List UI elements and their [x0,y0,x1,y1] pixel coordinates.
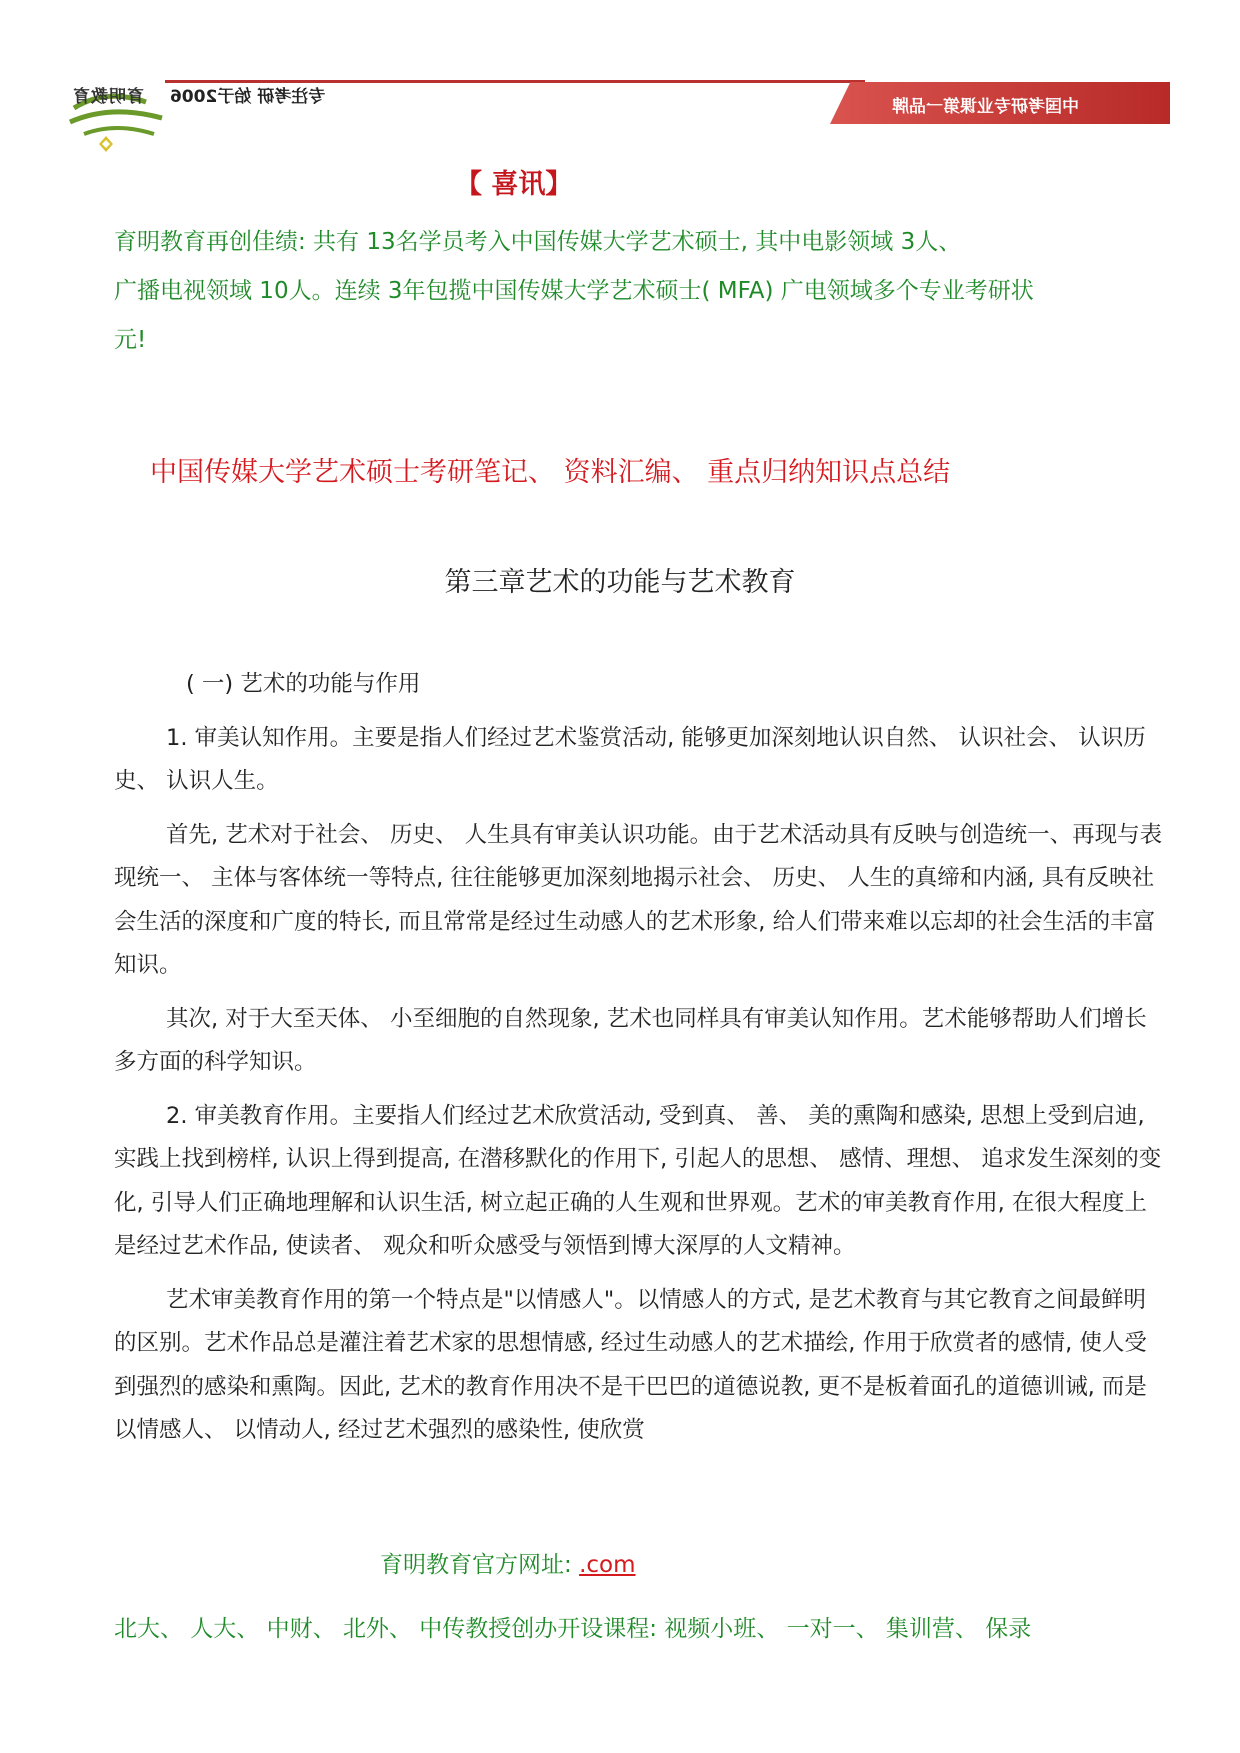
news-line: 育明教育再创佳绩: 共有 13名学员考入中国传媒大学艺术硕士, 其中电影领域 3人、 [114,229,962,255]
news-announcement [114,218,1124,365]
logo-text: 育明教育 [72,87,144,107]
section-heading: ( 一) 艺术的功能与作用 [186,671,421,697]
paragraph: 1. 审美认知作用。主要是指人们经过艺术鉴赏活动, 能够更加深刻地认识自然、 认识社会、 认识历史、 认识人生。 [114,724,1146,794]
footer-website [380,1546,636,1579]
news-line: 广播电视领域 10人。连续 3年包揽中国传媒大学艺术硕士( MFA) 广电领域多个专业考研状 [114,278,1034,304]
header-slogan-left: 专注考研 始于2006 [170,87,326,107]
paragraph: 2. 审美教育作用。主要指人们经过艺术欣赏活动, 受到真、 善、 美的熏陶和感染, 思想上受到启迪, 实践上找到榜样, 认识上得到提高, 在潜移默化的作用下, 引起人的思想、 感情、理想、 追求发生深刻的变化, 引导人们正确地理解和认识生活, 树立起正确的人生观和世界观。艺术的审美教育作用, 在很大程度上是经过艺术作品, 使读者、 观众和听众感受与领悟到博大深厚的人文精神。 [114,1102,1162,1259]
document-title: 中国传媒大学艺术硕士考研笔记、 资料汇编、 重点归纳知识点总结 [150,457,951,488]
paragraph: 艺术审美教育作用的第一个特点是"以情感人"。以情感人的方式, 是艺术教育与其它教育之间最鲜明的区别。艺术作品总是灌注着艺术家的思想情感, 经过生动感人的艺术描绘, 作用于欣赏者的感情, 使人受到强烈的感染和熏陶。因此, 艺术的教育作用决不是干巴巴的道德说教, 更不是板着面孔的道德训诫, 而是以情感人、 以情动人, 经过艺术强烈的感染性, 使欣赏 [114,1286,1147,1443]
page-header [0,0,1240,150]
paragraph: 首先, 艺术对于社会、 历史、 人生具有审美认识功能。由于艺术活动具有反映与创造统一、再现与表现统一、 主体与客体统一等特点, 往往能够更加深刻地揭示社会、 历史、 人生的真缔和内涵, 具有反映社会生活的深度和广度的特长, 而且常常是经过生动感人的艺术形象, 给人们带来难以忘却的社会生活的丰富知识。 [114,821,1163,978]
news-title: 【 喜讯】 [455,169,573,200]
footer-courses: 北大、 人大、 中财、 北外、 中传教授创办开设课程: 视频小班、 一对一、 集训营、 保录 [114,1616,1032,1642]
news-line: 元! [114,327,147,353]
paragraph: 其次, 对于大至天体、 小至细胞的自然现象, 艺术也同样具有审美认知作用。艺术能够帮助人们增长多方面的科学知识。 [114,1005,1147,1075]
footer-site-label: 育明教育官方网址: [380,1552,580,1578]
footer-site-link[interactable]: .com [579,1552,636,1578]
chapter-title: 第三章艺术的功能与艺术教育 [444,567,796,598]
main-content [114,663,1164,1463]
header-slogan-right: 中国考研专业课第一品牌 [892,97,1079,117]
